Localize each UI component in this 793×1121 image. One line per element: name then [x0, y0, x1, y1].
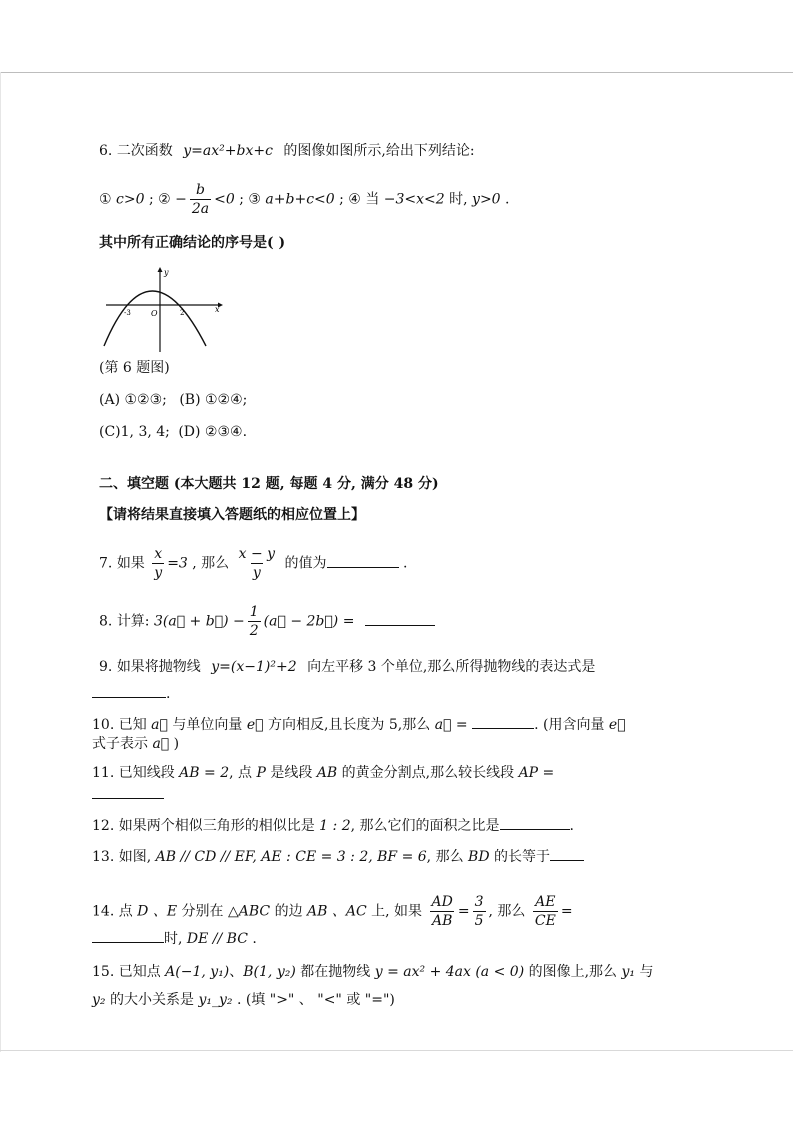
q15-line2	[92, 990, 395, 1010]
q9-number: 9.	[99, 659, 113, 675]
q7-answer-blank[interactable]	[327, 553, 399, 568]
q6-stem	[99, 141, 475, 161]
q6-c4-end: .	[505, 191, 510, 208]
q14-f1-numerator: AD	[431, 894, 453, 910]
q11-text2: , 点	[229, 765, 253, 781]
q14-text4: 上, 如果	[371, 903, 423, 920]
q10-text1: 已知	[118, 717, 147, 733]
q10-text2: 与单位向量	[172, 717, 243, 733]
q14	[92, 893, 573, 930]
q7-f1-numerator: x	[154, 546, 163, 562]
section-title: 二、填空题 (本大题共 12 题, 每题 4 分, 满分 48 分)	[99, 476, 439, 492]
q10-a-vector: a⃗	[151, 717, 168, 733]
q8-answer-blank[interactable]	[365, 611, 435, 626]
q14-fraction3	[533, 893, 558, 930]
q6-c4-then: 时,	[449, 191, 468, 208]
q11-p: P	[256, 765, 266, 781]
q15-text5: 的大小关系是	[109, 992, 194, 1008]
q12-text2: , 那么它们的面积之比是	[350, 818, 500, 834]
q13-text1: 如图,	[118, 849, 152, 865]
q11	[92, 763, 554, 783]
q6-c4-mark: ④	[348, 191, 361, 208]
q14-parallel: DE // BC	[186, 931, 248, 947]
q7-f2-numerator: x − y	[238, 546, 276, 562]
q6-caption: (第 6 题图)	[99, 360, 170, 376]
q11-text3: 是线段	[270, 765, 313, 781]
q12-text1: 如果两个相似三角形的相似比是	[118, 818, 315, 834]
q14-f1-denominator: AB	[431, 913, 453, 929]
q11-text4: 的黄金分割点,那么较长线段	[341, 765, 515, 781]
q6-y-label: y	[164, 268, 169, 277]
q14-de: D 、E	[137, 903, 178, 920]
q8-label: 计算:	[116, 613, 150, 630]
q6-x-label: x	[215, 305, 220, 314]
q8-f-numerator: 1	[249, 604, 259, 620]
q15-text3: 的图像上,那么	[528, 964, 618, 980]
q6-option-d: (D) ②③④.	[178, 424, 248, 440]
q9-answer-line	[92, 683, 170, 704]
q6-c4-y: y>0	[472, 191, 501, 208]
q14-text2: 分别在	[181, 903, 224, 920]
q9	[99, 657, 595, 677]
q9-text2: 向左平移 3 个单位,那么所得抛物线的表达式是	[307, 659, 596, 675]
q14-triangle: △ABC	[227, 903, 271, 920]
q14-eq2: =	[560, 903, 573, 920]
q15-number: 15.	[92, 964, 115, 980]
q15-text4: 与	[639, 964, 654, 980]
q9-function: y=(x−1)²+2	[211, 659, 297, 675]
q13	[92, 846, 584, 867]
q15-function: y = ax² + 4ax (a < 0)	[374, 964, 525, 980]
q6-c2-mark: ②	[158, 191, 171, 208]
q13-text3: 的长等于	[494, 849, 550, 865]
q8	[99, 603, 435, 640]
q6-sep2: ;	[239, 191, 244, 208]
q8-f-denominator: 2	[249, 623, 259, 639]
q6-intro: 二次函数	[116, 143, 173, 159]
q7-fraction1	[152, 545, 164, 582]
q6-number: 6.	[99, 143, 113, 159]
q6-option-a: (A) ①②③;	[99, 392, 167, 408]
q6-sep1: ;	[148, 191, 154, 208]
q15-point-b: B(1, y₂)	[243, 964, 296, 980]
q14-number: 14.	[92, 903, 115, 920]
q14-line2a: 时,	[164, 931, 183, 947]
q8-number: 8.	[99, 613, 113, 630]
q6-left-root-label: -3	[124, 309, 131, 317]
q14-fraction1	[430, 893, 455, 930]
q14-eq: =	[457, 903, 470, 920]
q6-c2-fraction	[190, 181, 211, 218]
page-left-edge	[0, 72, 1, 1052]
q14-f2-numerator: 3	[474, 894, 484, 910]
q10-line2b: )	[173, 736, 180, 752]
q8-expr1: 3(a⃗ + b⃗) −	[153, 613, 245, 630]
q15-compare[interactable]: y₁_y₂	[198, 992, 233, 1008]
q11-answer-line	[92, 784, 164, 805]
q7-eq: =3	[167, 555, 188, 572]
q11-number: 11.	[92, 765, 115, 781]
q14-f3-denominator: CE	[534, 913, 556, 929]
q12-answer-blank[interactable]	[500, 815, 570, 830]
q7-tail: 的值为	[284, 555, 327, 572]
section-note: 【请将结果直接填入答题纸的相应位置上】	[99, 507, 365, 523]
q6-c2-numerator: b	[196, 182, 205, 198]
q10-eq: a⃗ =	[434, 717, 468, 733]
q14-text1: 点	[118, 903, 133, 920]
q6-function: y=ax²+bx+c	[183, 143, 273, 159]
q15-text2: 都在抛物线	[300, 964, 371, 980]
q13-number: 13.	[92, 849, 115, 865]
q6-option-b: (B) ①②④;	[179, 392, 248, 408]
q15-point-a: A(−1, y₁)	[165, 964, 230, 980]
q10	[92, 714, 626, 735]
q14-fraction2	[473, 893, 486, 930]
q11-answer-blank[interactable]	[92, 784, 164, 799]
q9-end: .	[166, 686, 171, 702]
q7-if: 如果	[116, 555, 145, 572]
q14-line2	[92, 928, 257, 949]
q7-f1-denominator: y	[154, 565, 163, 581]
q6-y-axis-arrow	[158, 267, 163, 272]
q10-text4: . (用含向量	[534, 717, 605, 733]
q14-answer-blank[interactable]	[92, 928, 164, 943]
q6-options-row1	[99, 390, 247, 410]
q6-c3: a+b+c<0	[265, 191, 335, 208]
q7	[99, 545, 407, 582]
q14-f2-denominator: 5	[474, 913, 484, 929]
q6-parabola-graph	[96, 264, 226, 354]
q10-answer-blank[interactable]	[472, 714, 534, 729]
q6-after: 的图像如图所示,给出下列结论:	[283, 143, 475, 159]
q9-text1: 如果将抛物线	[116, 659, 201, 675]
q6-c4-range: −3<x<2	[383, 191, 445, 208]
q12-number: 12.	[92, 818, 115, 834]
q13-condition: AB // CD // EF, AE : CE = 3 : 2, BF = 6	[155, 849, 427, 865]
q13-answer-blank[interactable]	[550, 846, 584, 861]
q15-y1: y₁	[621, 964, 636, 980]
q14-sides: AB 、AC	[307, 903, 367, 920]
q6-c2-rest: <0	[214, 191, 235, 208]
q13-bd: BD	[468, 849, 490, 865]
q7-end: .	[402, 555, 408, 572]
q15-y2: y₂	[92, 992, 106, 1008]
q14-text3: 的边	[274, 903, 303, 920]
q11-ap: AP =	[518, 765, 555, 781]
q6-c1-mark: ①	[99, 191, 112, 208]
q14-end: .	[252, 931, 257, 947]
q11-ab: AB = 2	[179, 765, 230, 781]
q6-right-root-label: 2	[180, 309, 185, 317]
q6-c2-denominator: 2a	[191, 201, 210, 217]
q6-c2-minus: −	[175, 191, 187, 208]
q10-line2a: 式子表示	[92, 736, 148, 752]
q6-parabola-curve	[104, 291, 206, 346]
q7-then: , 那么	[192, 555, 230, 572]
q8-expr2: (a⃗ − 2b⃗) =	[263, 613, 355, 630]
q10-number: 10.	[92, 717, 115, 733]
q14-f3-numerator: AE	[535, 894, 556, 910]
q7-number: 7.	[99, 555, 113, 572]
q6-origin-label: O	[151, 309, 158, 318]
q10-e-vector2: e⃗	[608, 717, 626, 733]
q12	[92, 815, 574, 836]
q8-fraction	[248, 603, 261, 640]
q6-question: 其中所有正确结论的序号是( )	[99, 235, 286, 251]
q6-option-c: (C)1, 3, 4;	[99, 424, 170, 440]
q15	[92, 962, 654, 982]
q13-text2: , 那么	[426, 849, 464, 865]
q10-text3: 方向相反,且长度为 5,那么	[267, 717, 431, 733]
q6-sep3: ;	[339, 191, 344, 208]
q6-options-row2	[99, 422, 247, 442]
q11-ab2: AB	[316, 765, 338, 781]
q6-c3-mark: ③	[248, 191, 261, 208]
q7-f2-denominator: y	[252, 565, 261, 581]
q10-e-vector: e⃗	[246, 717, 264, 733]
q11-text1: 已知线段	[118, 765, 175, 781]
q7-fraction2	[237, 545, 277, 582]
q6-conclusions	[99, 181, 509, 218]
page-top-edge	[0, 72, 793, 73]
q12-ratio: 1 : 2	[319, 818, 351, 834]
q15-sep: 、	[229, 964, 244, 980]
page-bottom-edge	[0, 1050, 793, 1051]
q12-end: .	[569, 818, 574, 834]
q6-c1: c>0	[116, 191, 145, 208]
q15-text6: . (填 ">" 、 "<" 或 "=")	[236, 992, 395, 1008]
q15-text1: 已知点	[118, 964, 161, 980]
q10-a-vector2: a⃗	[152, 736, 170, 752]
q6-c4-when: 当	[365, 191, 380, 208]
q10-line2	[92, 734, 179, 754]
q14-text5: , 那么	[488, 903, 526, 920]
q9-answer-blank[interactable]	[92, 683, 166, 698]
